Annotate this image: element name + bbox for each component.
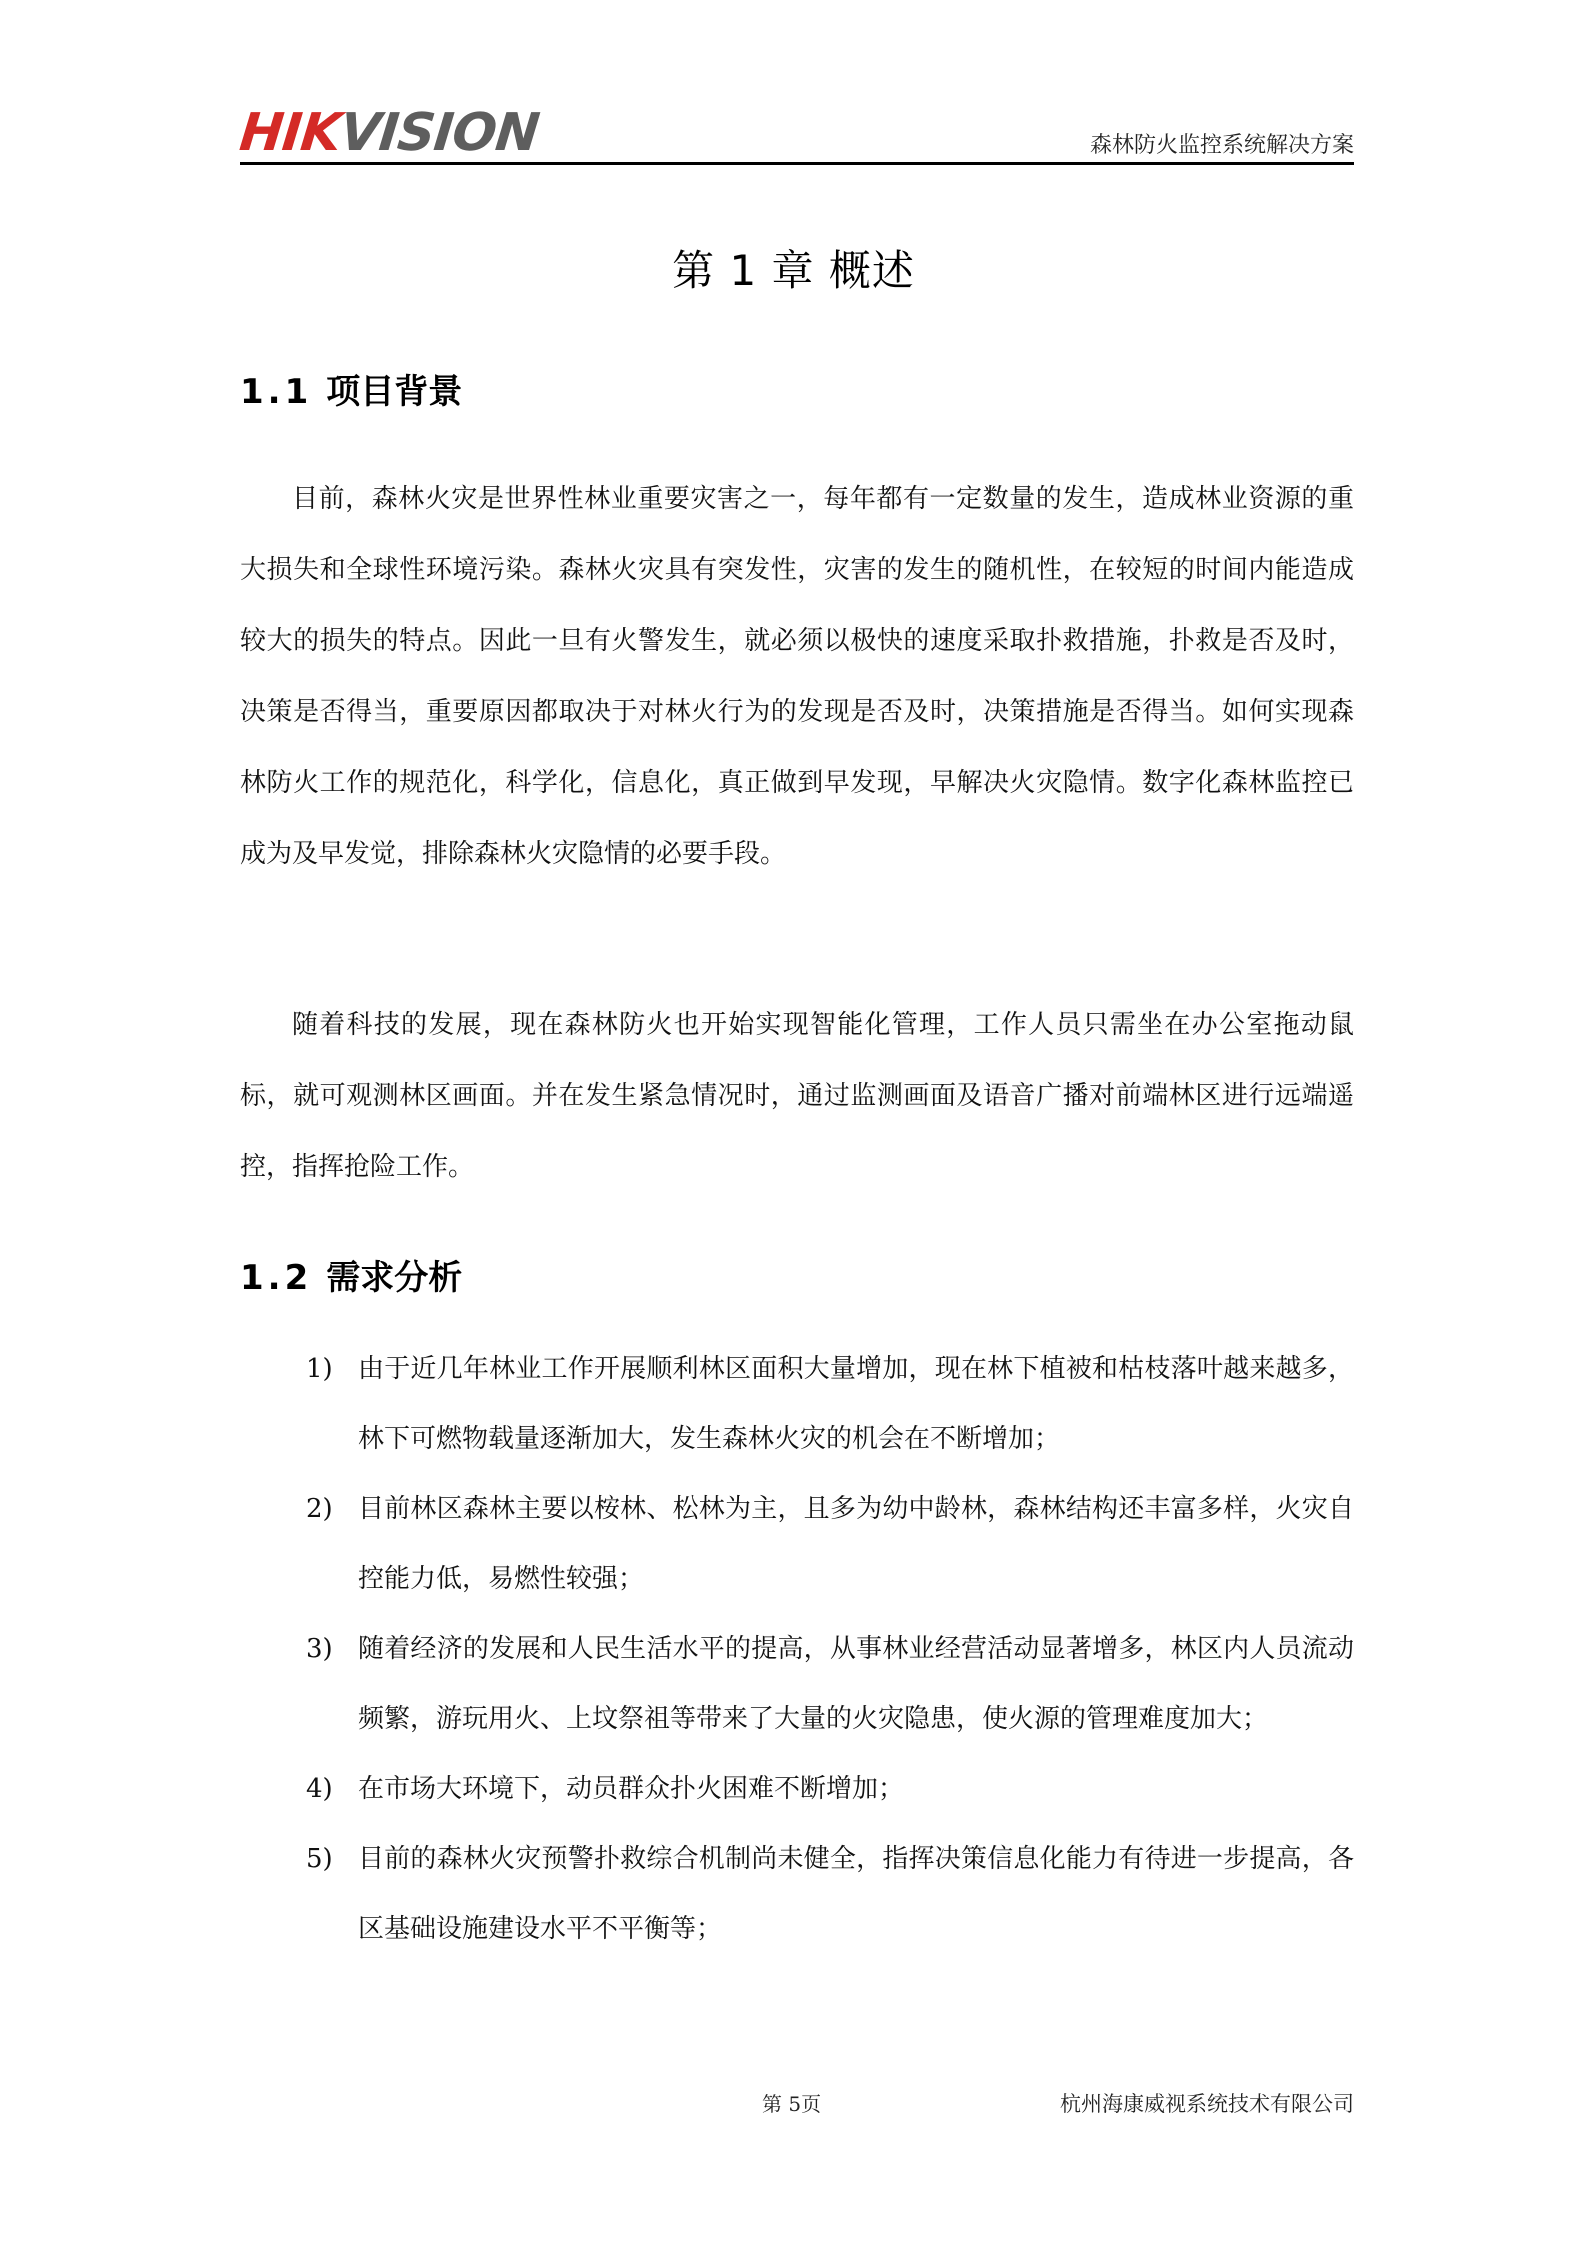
paragraph-background-1: 目前，森林火灾是世界性林业重要灾害之一，每年都有一定数量的发生，造成林业资源的重大损失和全球性环境污染。森林火灾具有突发性，灾害的发生的随机性，在较短的时间内能造成较大的损失的特点。因此一旦有火警发生，就必须以极快的速度采取扑救措施，扑救是否及时，决策是否得当，重要原因都取决于对林火行为的发现是否及时，决策措施是否得当。如何实现森林防火工作的规范化，科学化，信息化，真正做到早发现，早解决火灾隐情。数字化森林监控已成为及早发觉，排除森林火灾隐情的必要手段。 bbox=[240, 484, 1354, 869]
section-number: 1.1 bbox=[240, 372, 313, 412]
list-item bbox=[306, 1334, 1354, 1474]
list-item-text: 随着经济的发展和人民生活水平的提高，从事林业经营活动显著增多，林区内人员流动频繁，游玩用火、上坟祭祖等带来了大量的火灾隐患，使火源的管理难度加大； bbox=[358, 1634, 1354, 1734]
chapter-title: 第 1 章 概述 bbox=[672, 246, 915, 295]
list-item bbox=[306, 1474, 1354, 1614]
logo-hik-text: HIK bbox=[236, 103, 344, 163]
list-marker: 3) bbox=[306, 1634, 333, 1664]
list-item bbox=[306, 1614, 1354, 1754]
list-item-text: 目前林区森林主要以桉林、松林为主，且多为幼中龄林，森林结构还丰富多样，火灾自控能力低，易燃性较强； bbox=[358, 1494, 1354, 1594]
section-title-text: 需求分析 bbox=[326, 1258, 463, 1298]
section-heading-1-2 bbox=[240, 1250, 462, 1299]
list-marker: 5) bbox=[306, 1844, 333, 1874]
company-name: 杭州海康威视系统技术有限公司 bbox=[1060, 2092, 1354, 2116]
section-number: 1.2 bbox=[240, 1258, 313, 1298]
list-item bbox=[306, 1824, 1354, 1964]
list-item-text: 目前的森林火灾预警扑救综合机制尚未健全，指挥决策信息化能力有待进一步提高，各区基础设施建设水平不平衡等； bbox=[358, 1844, 1354, 1944]
list-marker: 2) bbox=[306, 1494, 333, 1524]
page-number: 第 5页 bbox=[762, 2092, 822, 2116]
requirements-list bbox=[306, 1334, 1354, 1964]
section-title-text: 项目背景 bbox=[326, 372, 463, 412]
list-item bbox=[306, 1754, 1354, 1824]
logo-vision-text: VISION bbox=[337, 103, 542, 163]
list-item-text: 由于近几年林业工作开展顺利林区面积大量增加，现在林下植被和枯枝落叶越来越多，林下可燃物载量逐渐加大，发生森林火灾的机会在不断增加； bbox=[358, 1354, 1354, 1454]
list-marker: 1) bbox=[306, 1354, 333, 1384]
section-heading-1-1 bbox=[240, 364, 462, 413]
document-title: 森林防火监控系统解决方案 bbox=[1089, 133, 1354, 158]
hikvision-logo bbox=[236, 103, 542, 163]
header-divider bbox=[240, 162, 1354, 165]
list-marker: 4) bbox=[306, 1774, 333, 1804]
list-item-text: 在市场大环境下，动员群众扑火困难不断增加； bbox=[358, 1774, 905, 1804]
paragraph-background-2: 随着科技的发展，现在森林防火也开始实现智能化管理，工作人员只需坐在办公室拖动鼠标，就可观测林区画面。并在发生紧急情况时，通过监测画面及语音广播对前端林区进行远端遥控，指挥抢险工作。 bbox=[240, 1010, 1354, 1182]
